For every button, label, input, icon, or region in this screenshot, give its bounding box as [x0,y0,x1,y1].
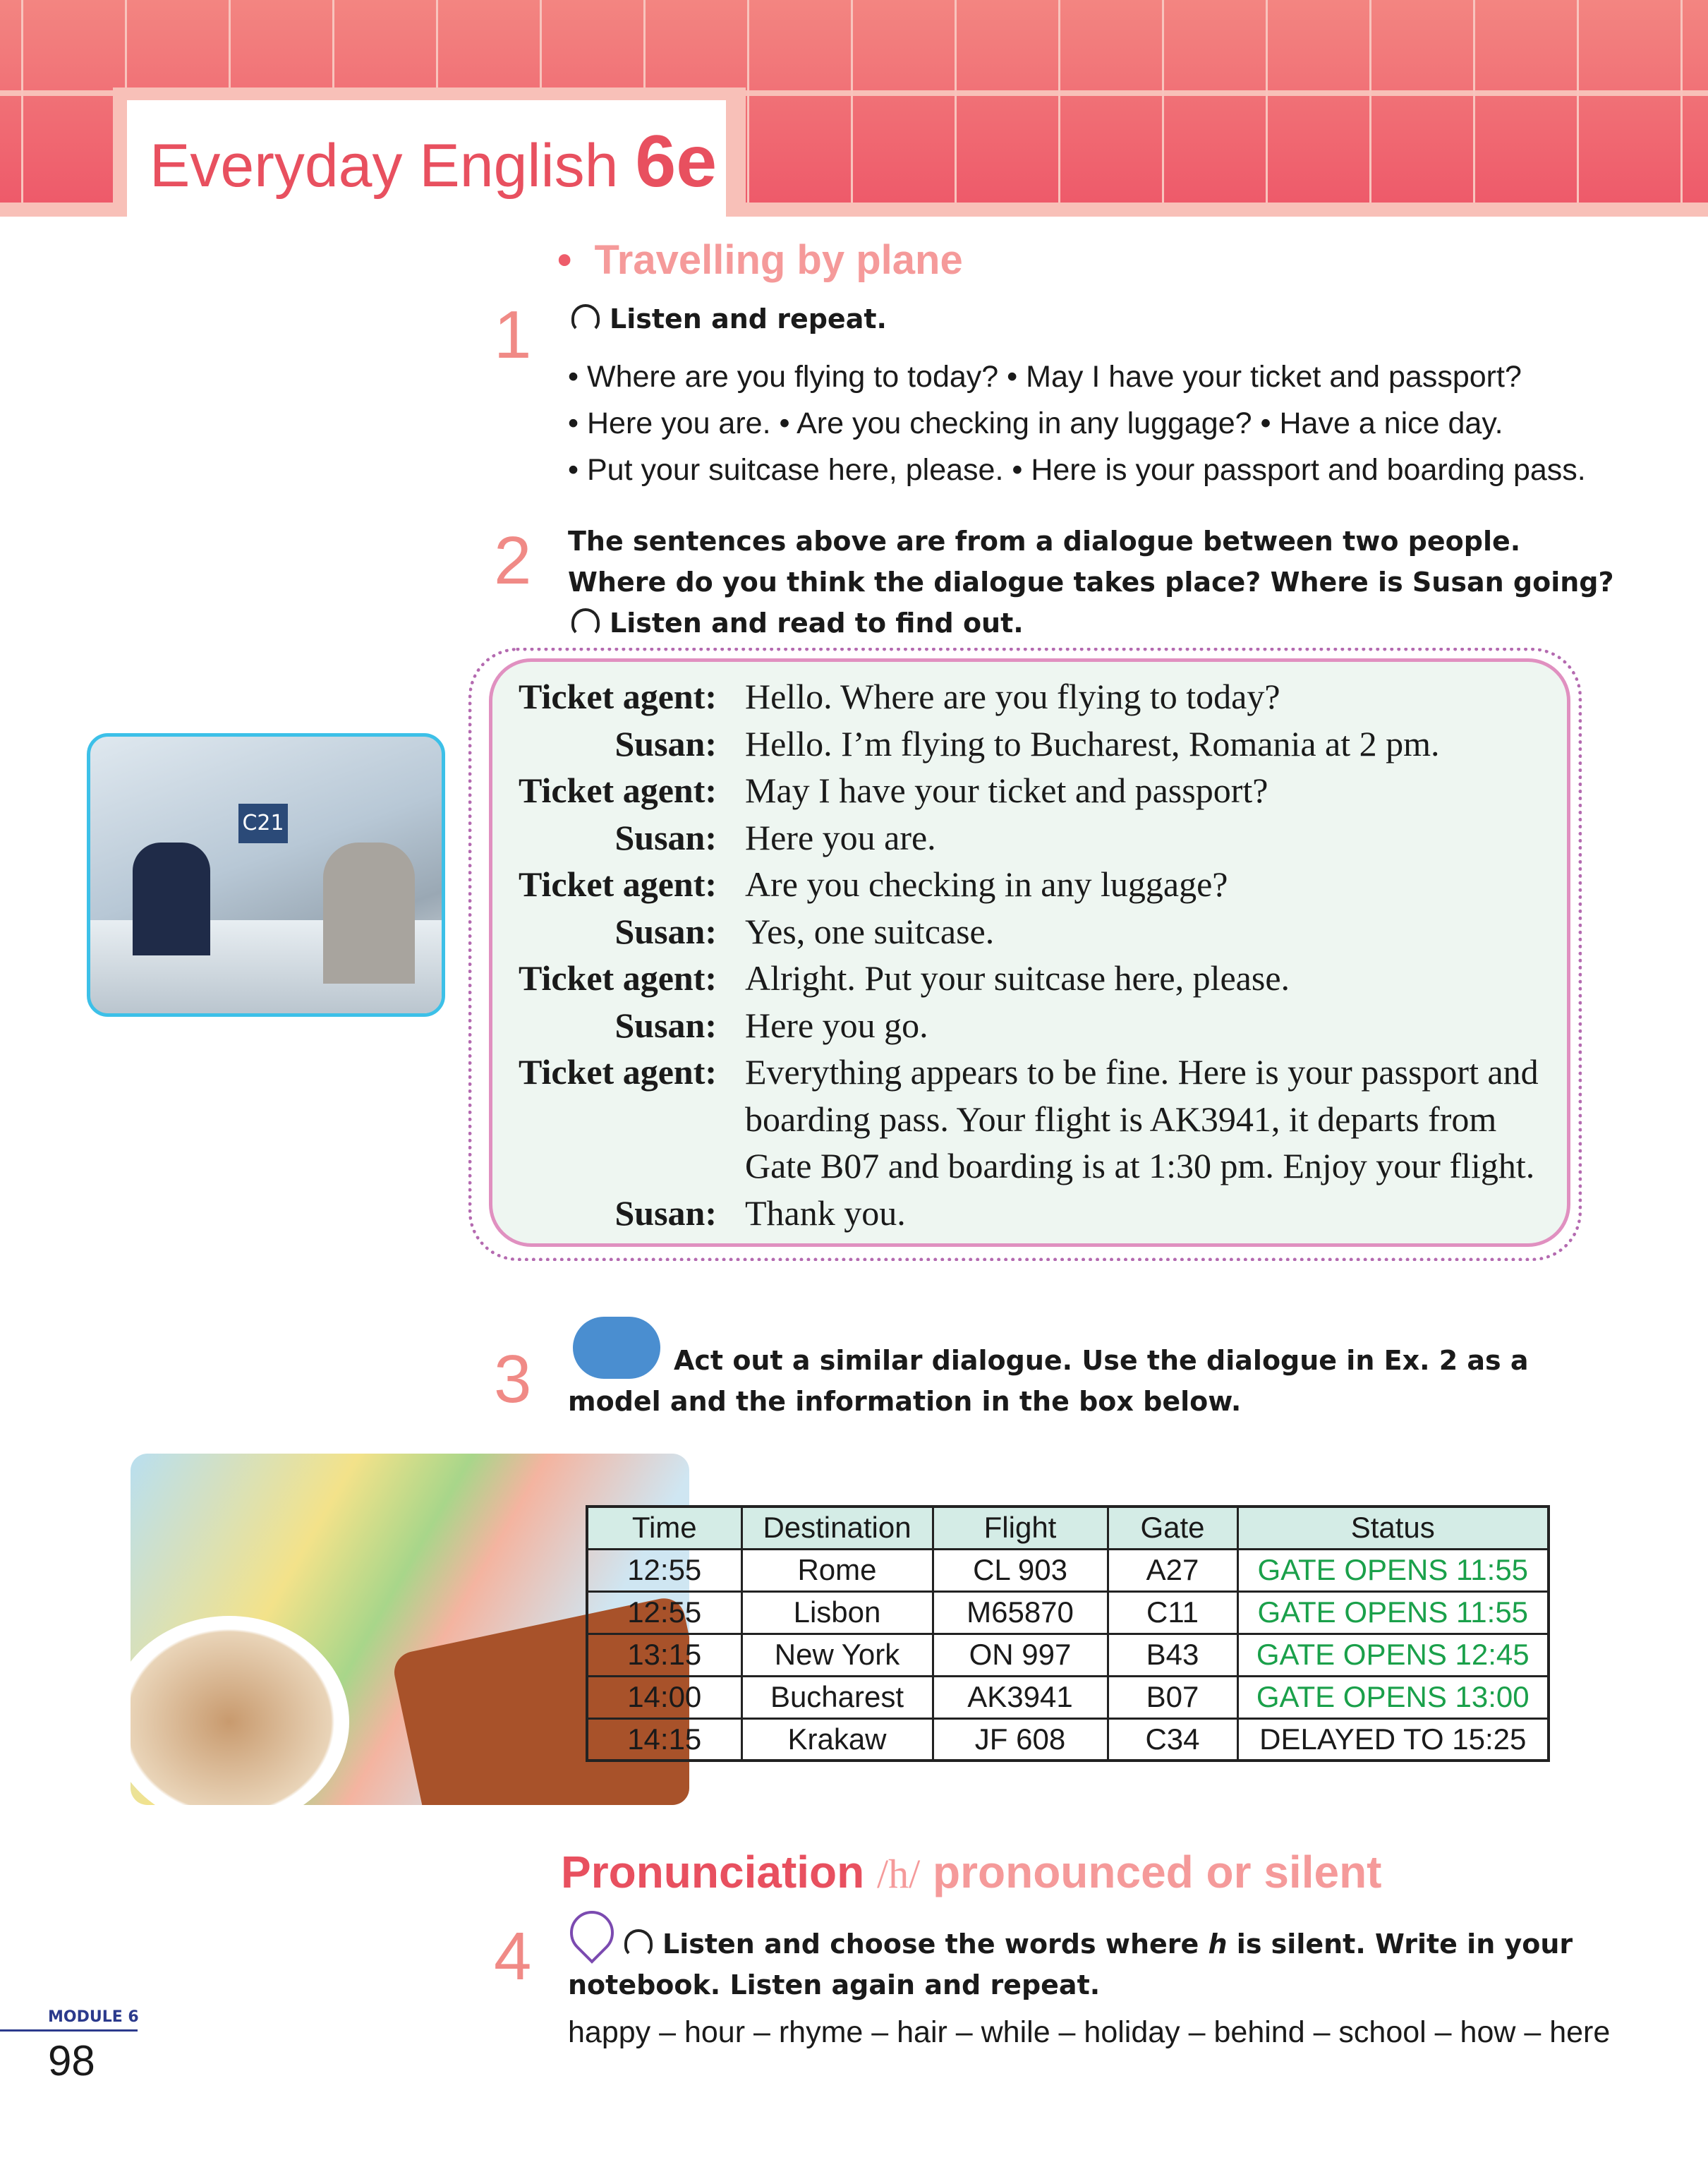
phrase-line: • Where are you flying to today? • May I have your ticket and passport? [568,360,1522,394]
table-row [587,1634,1549,1676]
phrase-line: • Here you are. • Are you checking in any luggage? • Have a nice day. [568,406,1503,440]
table-cell: M65870 [933,1591,1108,1634]
exercise-number-3: 3 [494,1341,532,1417]
table-cell: 14:00 [587,1676,741,1718]
grid-line [1162,0,1164,203]
page-title: Everyday English 6e [150,121,717,203]
gate-sign: C21 [238,804,288,843]
dialogue-box [489,658,1570,1247]
speaker: Ticket agent: [519,1052,717,1092]
pronunciation-heading: Pronunciation /h/ pronounced or silent [561,1847,1382,1897]
grid-line [1680,0,1683,203]
table-cell: 12:55 [587,1549,741,1591]
dialogue-text: Yes, one suitcase. [745,911,995,951]
dialogue-text: Thank you. [745,1193,906,1233]
phrase-line: • Put your suitcase here, please. • Here is your passport and boarding pass. [568,453,1586,487]
check-in-photo [87,733,445,1017]
dialogue-line [492,676,1567,723]
dialogue-text: Hello. I’m flying to Bucharest, Romania at 2 pm. [745,723,1440,763]
dialogue-line [492,864,1567,910]
grid-line [1266,0,1268,203]
table-row [587,1591,1549,1634]
table-cell: Bucharest [741,1676,933,1718]
column-header: Status [1237,1507,1549,1549]
dialogue-line [492,1099,1567,1145]
dialogue-line [492,1051,1567,1098]
headphones-icon[interactable] [571,304,600,332]
speaker: Susan: [614,1193,717,1233]
table-cell: C11 [1108,1591,1237,1634]
table-header-row [587,1507,1549,1549]
pronunciation-icon [561,1902,623,1964]
grid-line [747,0,749,203]
grid-line [955,0,957,203]
dialogue-text: boarding pass. Your flight is AK3941, it departs from [745,1099,1497,1139]
unit-label: 6e [635,121,717,203]
column-header: Destination [741,1507,933,1549]
dialogue-text: Alright. Put your suitcase here, please. [745,958,1290,998]
dialogue-line [492,817,1567,864]
table-cell: ON 997 [933,1634,1108,1676]
table-row [587,1718,1549,1761]
table-cell: AK3941 [933,1676,1108,1718]
ex2-instruction: Where do you think the dialogue takes place? Where is Susan going? [568,567,1614,598]
flight-table [586,1505,1550,1762]
module-label: MODULE 6 [48,2008,139,2026]
speaker: Susan: [614,1005,717,1045]
ex4-instruction: Listen and choose the words where h is silent. Write in your [624,1924,1573,1964]
column-header: Time [587,1507,741,1549]
word-list: happy – hour – rhyme – hair – while – holiday – behind – school – how – here [568,2015,1611,2049]
grid-line [851,0,853,203]
speaker: Ticket agent: [519,864,717,904]
table-cell: GATE OPENS 11:55 [1237,1549,1549,1591]
table-cell: Lisbon [741,1591,933,1634]
speaker: Susan: [614,817,717,857]
grid-line [1577,0,1579,203]
grid-line [1058,0,1060,203]
dialogue-line [492,1005,1567,1051]
table-cell: GATE OPENS 11:55 [1237,1591,1549,1634]
dialogue-text: Gate B07 and boarding is at 1:30 pm. Enjoy your flight. [745,1146,1535,1185]
table-cell: 14:15 [587,1718,741,1761]
table-cell: 13:15 [587,1634,741,1676]
ex3-instruction: Act out a similar dialogue. Use the dialogue in Ex. 2 as a [674,1345,1529,1376]
ex2-instruction: The sentences above are from a dialogue between two people. [568,526,1521,557]
exercise-number-2: 2 [494,523,532,598]
dialogue-text: Everything appears to be fine. Here is your passport and [745,1052,1539,1092]
speaker: Susan: [614,911,717,951]
dialogue-text: Are you checking in any luggage? [745,864,1228,904]
table-cell: B43 [1108,1634,1237,1676]
divider [0,2029,138,2032]
ex2-listen: Listen and read to find out. [571,603,1024,644]
speaker: Ticket agent: [519,677,717,716]
dialogue-line [492,1193,1567,1239]
dialogue-text: Hello. Where are you flying to today? [745,677,1280,716]
dialogue-line [492,770,1567,816]
table-cell: 12:55 [587,1591,741,1634]
column-header: Flight [933,1507,1108,1549]
speaker: Ticket agent: [519,771,717,810]
ex4-instruction: notebook. Listen again and repeat. [568,1969,1101,2000]
table-cell: GATE OPENS 12:45 [1237,1634,1549,1676]
grid-line [1369,0,1371,203]
table-cell: DELAYED TO 15:25 [1237,1718,1549,1761]
table-row [587,1676,1549,1718]
dialogue-text: Here you are. [745,817,936,857]
exercise-number-4: 4 [494,1919,532,1994]
grid-line [21,0,23,203]
pair-work-icon [573,1317,660,1379]
table-cell: B07 [1108,1676,1237,1718]
headphones-icon[interactable] [571,608,600,636]
speaker: Ticket agent: [519,958,717,998]
table-cell: JF 608 [933,1718,1108,1761]
speaker: Susan: [614,723,717,763]
dialogue-line [492,1145,1567,1192]
table-cell: A27 [1108,1549,1237,1591]
table-row [587,1549,1549,1591]
table-cell: Krakaw [741,1718,933,1761]
page-number: 98 [48,2037,95,2084]
dialogue-text: May I have your ticket and passport? [745,771,1268,810]
headphones-icon[interactable] [624,1929,653,1957]
dialogue-line [492,958,1567,1004]
ex3-instruction: model and the information in the box below. [568,1386,1242,1417]
table-cell: New York [741,1634,933,1676]
table-cell: GATE OPENS 13:00 [1237,1676,1549,1718]
grid-line [1473,0,1475,203]
column-header: Gate [1108,1507,1237,1549]
section-title: • Travelling by plane [557,237,963,283]
table-cell: Rome [741,1549,933,1591]
dialogue-text: Here you go. [745,1005,928,1045]
dialogue-line [492,723,1567,770]
exercise-number-1: 1 [494,297,532,373]
dialogue-line [492,911,1567,958]
ex1-instruction: Listen and repeat. [571,298,887,339]
table-cell: CL 903 [933,1549,1108,1591]
table-cell: C34 [1108,1718,1237,1761]
